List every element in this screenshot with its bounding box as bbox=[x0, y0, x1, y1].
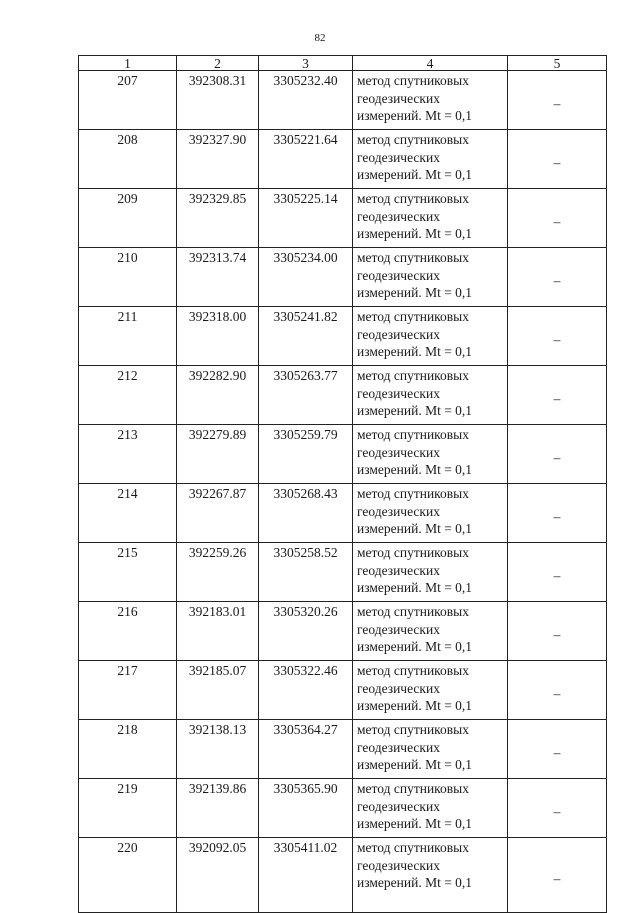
method-line: измерений. Mt = 0,1 bbox=[357, 344, 473, 359]
method-line: геодезических bbox=[357, 798, 440, 814]
method-line: метод спутниковых bbox=[357, 486, 469, 501]
y-coordinate-cell: 3305241.82 bbox=[259, 307, 353, 366]
point-number-cell: 216 bbox=[79, 602, 177, 661]
method-line: измерений. Mt = 0,1 bbox=[357, 816, 473, 831]
method-line: метод спутниковых bbox=[357, 545, 469, 560]
method-line: метод спутниковых bbox=[357, 840, 469, 855]
x-coordinate-cell: 392282.90 bbox=[177, 366, 259, 425]
x-coordinate-cell: 392267.87 bbox=[177, 484, 259, 543]
method-line: геодезических bbox=[357, 680, 440, 696]
point-number-cell: 214 bbox=[79, 484, 177, 543]
point-number-cell: 220 bbox=[79, 838, 177, 913]
table-row bbox=[79, 779, 607, 838]
column-header-note: 5 bbox=[508, 56, 607, 71]
table-row bbox=[79, 543, 607, 602]
point-number-cell: 215 bbox=[79, 543, 177, 602]
note-cell: – bbox=[508, 779, 607, 838]
table-row bbox=[79, 425, 607, 484]
x-coordinate-cell: 392327.90 bbox=[177, 130, 259, 189]
method-line: измерений. Mt = 0,1 bbox=[357, 875, 473, 890]
table-row bbox=[79, 130, 607, 189]
method-line: геодезических bbox=[357, 326, 440, 342]
x-coordinate-cell: 392139.86 bbox=[177, 779, 259, 838]
method-cell bbox=[353, 838, 508, 913]
table-row bbox=[79, 838, 607, 913]
column-header-method: 4 bbox=[353, 56, 508, 71]
x-coordinate-cell: 392313.74 bbox=[177, 248, 259, 307]
note-cell: – bbox=[508, 130, 607, 189]
method-line: измерений. Mt = 0,1 bbox=[357, 462, 473, 477]
point-number-cell: 212 bbox=[79, 366, 177, 425]
table-row bbox=[79, 307, 607, 366]
x-coordinate-cell: 392308.31 bbox=[177, 71, 259, 130]
method-cell bbox=[353, 248, 508, 307]
method-line: измерений. Mt = 0,1 bbox=[357, 698, 473, 713]
table-row bbox=[79, 602, 607, 661]
method-line: геодезических bbox=[357, 503, 440, 519]
method-line: метод спутниковых bbox=[357, 368, 469, 383]
x-coordinate-cell: 392092.05 bbox=[177, 838, 259, 913]
y-coordinate-cell: 3305232.40 bbox=[259, 71, 353, 130]
method-cell bbox=[353, 425, 508, 484]
method-cell bbox=[353, 779, 508, 838]
x-coordinate-cell: 392279.89 bbox=[177, 425, 259, 484]
method-line: измерений. Mt = 0,1 bbox=[357, 285, 473, 300]
y-coordinate-cell: 3305411.02 bbox=[259, 838, 353, 913]
note-cell: – bbox=[508, 838, 607, 913]
note-cell: – bbox=[508, 71, 607, 130]
method-cell bbox=[353, 484, 508, 543]
method-cell bbox=[353, 602, 508, 661]
method-line: метод спутниковых bbox=[357, 250, 469, 265]
note-cell: – bbox=[508, 307, 607, 366]
method-line: измерений. Mt = 0,1 bbox=[357, 108, 473, 123]
method-line: геодезических bbox=[357, 149, 440, 165]
method-line: метод спутниковых bbox=[357, 427, 469, 442]
method-line: измерений. Mt = 0,1 bbox=[357, 167, 473, 182]
note-cell: – bbox=[508, 720, 607, 779]
point-number-cell: 218 bbox=[79, 720, 177, 779]
method-line: геодезических bbox=[357, 208, 440, 224]
method-cell bbox=[353, 307, 508, 366]
method-line: геодезических bbox=[357, 562, 440, 578]
y-coordinate-cell: 3305234.00 bbox=[259, 248, 353, 307]
table-header bbox=[79, 56, 607, 71]
x-coordinate-cell: 392259.26 bbox=[177, 543, 259, 602]
method-line: измерений. Mt = 0,1 bbox=[357, 403, 473, 418]
y-coordinate-cell: 3305268.43 bbox=[259, 484, 353, 543]
table-row bbox=[79, 71, 607, 130]
method-cell bbox=[353, 661, 508, 720]
method-cell bbox=[353, 720, 508, 779]
method-line: измерений. Mt = 0,1 bbox=[357, 757, 473, 772]
point-number-cell: 210 bbox=[79, 248, 177, 307]
x-coordinate-cell: 392185.07 bbox=[177, 661, 259, 720]
page-number: 82 bbox=[314, 32, 326, 44]
x-coordinate-cell: 392329.85 bbox=[177, 189, 259, 248]
table-row bbox=[79, 366, 607, 425]
method-line: геодезических bbox=[357, 444, 440, 460]
note-cell: – bbox=[508, 484, 607, 543]
y-coordinate-cell: 3305225.14 bbox=[259, 189, 353, 248]
point-number-cell: 209 bbox=[79, 189, 177, 248]
table-row bbox=[79, 720, 607, 779]
point-number-cell: 219 bbox=[79, 779, 177, 838]
note-cell: – bbox=[508, 543, 607, 602]
table-row bbox=[79, 189, 607, 248]
method-line: геодезических bbox=[357, 621, 440, 637]
method-line: геодезических bbox=[357, 267, 440, 283]
coordinates-table bbox=[78, 55, 607, 913]
y-coordinate-cell: 3305320.26 bbox=[259, 602, 353, 661]
point-number-cell: 207 bbox=[79, 71, 177, 130]
column-header-x: 2 bbox=[177, 56, 259, 71]
method-cell bbox=[353, 130, 508, 189]
y-coordinate-cell: 3305221.64 bbox=[259, 130, 353, 189]
point-number-cell: 211 bbox=[79, 307, 177, 366]
method-line: метод спутниковых bbox=[357, 132, 469, 147]
y-coordinate-cell: 3305259.79 bbox=[259, 425, 353, 484]
method-line: геодезических bbox=[357, 385, 440, 401]
method-line: геодезических bbox=[357, 739, 440, 755]
note-cell: – bbox=[508, 425, 607, 484]
method-cell bbox=[353, 189, 508, 248]
method-line: измерений. Mt = 0,1 bbox=[357, 580, 473, 595]
note-cell: – bbox=[508, 366, 607, 425]
method-cell bbox=[353, 71, 508, 130]
header-row bbox=[79, 56, 607, 71]
method-line: метод спутниковых bbox=[357, 722, 469, 737]
note-cell: – bbox=[508, 189, 607, 248]
method-line: метод спутниковых bbox=[357, 191, 469, 206]
method-line: геодезических bbox=[357, 90, 440, 106]
note-cell: – bbox=[508, 248, 607, 307]
point-number-cell: 213 bbox=[79, 425, 177, 484]
y-coordinate-cell: 3305364.27 bbox=[259, 720, 353, 779]
method-line: измерений. Mt = 0,1 bbox=[357, 639, 473, 654]
method-line: метод спутниковых bbox=[357, 604, 469, 619]
method-line: геодезических bbox=[357, 857, 440, 873]
table-body bbox=[79, 71, 607, 913]
method-line: метод спутниковых bbox=[357, 309, 469, 324]
table-row bbox=[79, 661, 607, 720]
y-coordinate-cell: 3305365.90 bbox=[259, 779, 353, 838]
method-line: измерений. Mt = 0,1 bbox=[357, 226, 473, 241]
column-header-y: 3 bbox=[259, 56, 353, 71]
y-coordinate-cell: 3305263.77 bbox=[259, 366, 353, 425]
x-coordinate-cell: 392138.13 bbox=[177, 720, 259, 779]
method-line: метод спутниковых bbox=[357, 73, 469, 88]
y-coordinate-cell: 3305322.46 bbox=[259, 661, 353, 720]
method-line: метод спутниковых bbox=[357, 663, 469, 678]
note-cell: – bbox=[508, 661, 607, 720]
method-cell bbox=[353, 366, 508, 425]
x-coordinate-cell: 392318.00 bbox=[177, 307, 259, 366]
column-header-point: 1 bbox=[79, 56, 177, 71]
method-line: измерений. Mt = 0,1 bbox=[357, 521, 473, 536]
note-cell: – bbox=[508, 602, 607, 661]
table-row bbox=[79, 248, 607, 307]
table-row bbox=[79, 484, 607, 543]
method-line: метод спутниковых bbox=[357, 781, 469, 796]
y-coordinate-cell: 3305258.52 bbox=[259, 543, 353, 602]
point-number-cell: 217 bbox=[79, 661, 177, 720]
method-cell bbox=[353, 543, 508, 602]
point-number-cell: 208 bbox=[79, 130, 177, 189]
x-coordinate-cell: 392183.01 bbox=[177, 602, 259, 661]
